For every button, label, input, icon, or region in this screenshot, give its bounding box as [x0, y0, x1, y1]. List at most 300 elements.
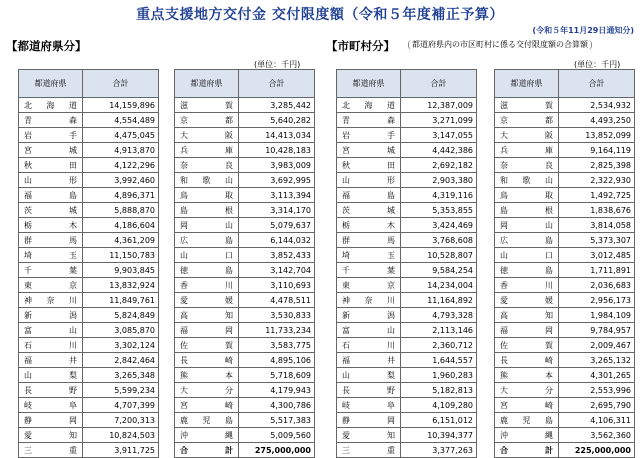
amount-value: 2,825,398: [559, 158, 635, 173]
table-row: [175, 293, 315, 308]
amount-value: 6,144,032: [239, 233, 315, 248]
table-row: [337, 158, 477, 173]
amount-value: 1,711,891: [559, 263, 635, 278]
prefecture-name: 大分: [495, 383, 559, 398]
prefecture-name: 奈良: [175, 158, 239, 173]
amount-value: 4,913,870: [83, 143, 159, 158]
amount-value: 11,150,783: [83, 248, 159, 263]
prefecture-name: 茨城: [337, 203, 401, 218]
table-row: [337, 368, 477, 383]
amount-value: 2,903,380: [401, 173, 477, 188]
prefecture-name: 島根: [495, 203, 559, 218]
prefecture-name: 青森: [19, 113, 83, 128]
table-row: [337, 143, 477, 158]
amount-value: 3,265,348: [83, 368, 159, 383]
col-header-prefecture: 都道府県: [175, 70, 239, 98]
amount-value: 3,012,485: [559, 248, 635, 263]
table-row: [337, 428, 477, 443]
table-row: [495, 308, 635, 323]
amount-value: 4,301,265: [559, 368, 635, 383]
table-row: [495, 158, 635, 173]
prefecture-name: 栃木: [19, 218, 83, 233]
amount-value: 2,360,712: [401, 338, 477, 353]
table-row: [337, 203, 477, 218]
amount-value: 3,265,132: [559, 353, 635, 368]
amount-value: 3,852,433: [239, 248, 315, 263]
amount-value: 4,793,328: [401, 308, 477, 323]
prefecture-name: 兵庫: [495, 143, 559, 158]
prefecture-name: 埼玉: [337, 248, 401, 263]
table-row: [175, 398, 315, 413]
table-row: [175, 128, 315, 143]
prefecture-name: 鳥取: [175, 188, 239, 203]
table-row: [19, 308, 159, 323]
table-row: [175, 308, 315, 323]
table-row: [19, 233, 159, 248]
table-row: [175, 98, 315, 113]
amount-value: 5,824,849: [83, 308, 159, 323]
amount-value: 11,849,761: [83, 293, 159, 308]
amount-value: 2,956,173: [559, 293, 635, 308]
prefecture-name: 愛媛: [495, 293, 559, 308]
amount-value: 3,562,360: [559, 428, 635, 443]
amount-value: 5,353,855: [401, 203, 477, 218]
prefecture-name: 石川: [337, 338, 401, 353]
prefecture-name: 群馬: [19, 233, 83, 248]
amount-value: 4,895,106: [239, 353, 315, 368]
table-row: [495, 233, 635, 248]
table-row: [19, 128, 159, 143]
table-row: [19, 353, 159, 368]
col-header-total: 合計: [83, 70, 159, 98]
date-note: (令和５年11月29日通知分): [532, 26, 634, 35]
prefecture-name: 鹿児島: [175, 413, 239, 428]
prefecture-name: 山梨: [19, 368, 83, 383]
table-row: [19, 443, 159, 458]
amount-value: 3,768,608: [401, 233, 477, 248]
amount-value: 3,314,170: [239, 203, 315, 218]
amount-value: 3,814,058: [559, 218, 635, 233]
table-row: [175, 353, 315, 368]
table-row: [19, 113, 159, 128]
table-row: [337, 443, 477, 458]
prefecture-name: 福岡: [495, 323, 559, 338]
prefecture-name: 福島: [19, 188, 83, 203]
amount-value: 11,164,892: [401, 293, 477, 308]
table-row: [495, 173, 635, 188]
amount-value: 5,373,307: [559, 233, 635, 248]
amount-value: 10,394,377: [401, 428, 477, 443]
prefecture-name: 岐阜: [19, 398, 83, 413]
table-row: [495, 98, 635, 113]
prefecture-name: 島根: [175, 203, 239, 218]
amount-value: 1,960,283: [401, 368, 477, 383]
prefecture-name: 大分: [175, 383, 239, 398]
table-row: [175, 278, 315, 293]
amount-value: 13,852,099: [559, 128, 635, 143]
amount-value: 5,640,282: [239, 113, 315, 128]
amount-value: 2,692,182: [401, 158, 477, 173]
amount-value: 3,285,442: [239, 98, 315, 113]
muni-table-left: [336, 69, 477, 458]
amount-value: 4,475,045: [83, 128, 159, 143]
table-row: [337, 293, 477, 308]
table-row: [495, 413, 635, 428]
amount-value: 5,888,870: [83, 203, 159, 218]
amount-value: 5,718,609: [239, 368, 315, 383]
amount-value: 14,234,004: [401, 278, 477, 293]
table-row: [495, 248, 635, 263]
amount-value: 5,079,637: [239, 218, 315, 233]
table-row: [19, 263, 159, 278]
table-row: [495, 293, 635, 308]
prefecture-name: 神奈川: [19, 293, 83, 308]
amount-value: 14,413,034: [239, 128, 315, 143]
prefecture-name: 群馬: [337, 233, 401, 248]
amount-value: 6,151,012: [401, 413, 477, 428]
amount-value: 1,838,676: [559, 203, 635, 218]
table-row: [495, 263, 635, 278]
table-row: [495, 218, 635, 233]
table-row: [337, 338, 477, 353]
col-header-total: 合計: [401, 70, 477, 98]
amount-value: 3,530,833: [239, 308, 315, 323]
table-row: [337, 413, 477, 428]
amount-value: 2,842,464: [83, 353, 159, 368]
prefecture-name: 徳島: [175, 263, 239, 278]
table-row: [337, 323, 477, 338]
amount-value: 4,896,371: [83, 188, 159, 203]
total-row: [175, 443, 315, 458]
table-row: [19, 218, 159, 233]
prefecture-name: 愛知: [337, 428, 401, 443]
prefecture-name: 宮崎: [495, 398, 559, 413]
pref-section-heading: 【都道府県分】: [6, 39, 87, 53]
table-row: [337, 128, 477, 143]
table-row: [19, 278, 159, 293]
table-row: [337, 98, 477, 113]
prefecture-name: 長崎: [495, 353, 559, 368]
table-row: [175, 338, 315, 353]
prefecture-name: 三重: [19, 443, 83, 458]
prefecture-name: 滋賀: [495, 98, 559, 113]
amount-value: 4,106,311: [559, 413, 635, 428]
amount-value: 4,186,604: [83, 218, 159, 233]
amount-value: 3,113,394: [239, 188, 315, 203]
amount-value: 3,377,263: [401, 443, 477, 458]
table-row: [19, 173, 159, 188]
prefecture-name: 宮崎: [175, 398, 239, 413]
amount-value: 3,992,460: [83, 173, 159, 188]
amount-value: 3,085,870: [83, 323, 159, 338]
prefecture-name: 東京: [19, 278, 83, 293]
table-row: [175, 428, 315, 443]
prefecture-name: 千葉: [19, 263, 83, 278]
prefecture-name: 熊本: [495, 368, 559, 383]
prefecture-name: 岡山: [495, 218, 559, 233]
prefecture-name: 岩手: [337, 128, 401, 143]
amount-value: 4,707,399: [83, 398, 159, 413]
col-header-total: 合計: [559, 70, 635, 98]
amount-value: 4,493,250: [559, 113, 635, 128]
table-row: [19, 293, 159, 308]
amount-value: 4,319,116: [401, 188, 477, 203]
prefecture-name: 栃木: [337, 218, 401, 233]
table-row: [495, 188, 635, 203]
amount-value: 4,109,280: [401, 398, 477, 413]
prefecture-name: 千葉: [337, 263, 401, 278]
table-row: [337, 248, 477, 263]
amount-value: 2,113,146: [401, 323, 477, 338]
prefecture-name: 大阪: [495, 128, 559, 143]
table-row: [175, 248, 315, 263]
table-row: [175, 413, 315, 428]
table-row: [337, 233, 477, 248]
prefecture-name: 合計: [175, 443, 239, 458]
table-row: [19, 413, 159, 428]
prefecture-name: 和歌山: [175, 173, 239, 188]
amount-value: 5,599,234: [83, 383, 159, 398]
amount-value: 13,832,924: [83, 278, 159, 293]
amount-value: 3,302,124: [83, 338, 159, 353]
prefecture-name: 岡山: [175, 218, 239, 233]
amount-value: 2,534,932: [559, 98, 635, 113]
prefecture-name: 富山: [337, 323, 401, 338]
amount-value: 3,271,099: [401, 113, 477, 128]
total-row: [495, 443, 635, 458]
prefecture-name: 富山: [19, 323, 83, 338]
pref-unit-label: (単位：千円): [254, 60, 301, 69]
amount-value: 1,984,109: [559, 308, 635, 323]
prefecture-name: 合計: [495, 443, 559, 458]
page-title: 重点支援地方交付金 交付限度額（令和５年度補正予算）: [136, 7, 504, 23]
prefecture-name: 青森: [337, 113, 401, 128]
prefecture-name: 石川: [19, 338, 83, 353]
table-row: [495, 353, 635, 368]
table-row: [495, 143, 635, 158]
amount-value: 1,644,557: [401, 353, 477, 368]
amount-value: 5,517,383: [239, 413, 315, 428]
amount-value: 4,122,296: [83, 158, 159, 173]
prefecture-name: 山形: [337, 173, 401, 188]
prefecture-name: 福井: [337, 353, 401, 368]
amount-value: 9,164,119: [559, 143, 635, 158]
amount-value: 9,584,254: [401, 263, 477, 278]
amount-value: 7,200,313: [83, 413, 159, 428]
prefecture-name: 山口: [175, 248, 239, 263]
prefecture-name: 佐賀: [495, 338, 559, 353]
prefecture-name: 北海道: [19, 98, 83, 113]
table-row: [337, 263, 477, 278]
table-row: [337, 113, 477, 128]
prefecture-name: 岩手: [19, 128, 83, 143]
amount-value: 3,583,775: [239, 338, 315, 353]
table-row: [175, 143, 315, 158]
amount-value: 10,824,503: [83, 428, 159, 443]
amount-value: 10,428,183: [239, 143, 315, 158]
prefecture-name: 茨城: [19, 203, 83, 218]
amount-value: 4,179,943: [239, 383, 315, 398]
prefecture-name: 宮城: [337, 143, 401, 158]
prefecture-name: 香川: [495, 278, 559, 293]
prefecture-name: 長野: [337, 383, 401, 398]
muni-section-note: 都道府県内の市区町村に係る交付限度額の合算額: [408, 40, 592, 50]
table-row: [19, 338, 159, 353]
muni-table-right: [494, 69, 635, 458]
table-row: [19, 143, 159, 158]
muni-section-heading: 【市町村分】: [326, 39, 395, 53]
table-row: [495, 428, 635, 443]
prefecture-name: 京都: [175, 113, 239, 128]
amount-value: 4,478,511: [239, 293, 315, 308]
prefecture-name: 沖縄: [495, 428, 559, 443]
amount-value: 2,695,790: [559, 398, 635, 413]
table-row: [19, 158, 159, 173]
col-header-total: 合計: [239, 70, 315, 98]
col-header-prefecture: 都道府県: [19, 70, 83, 98]
table-row: [175, 263, 315, 278]
table-row: [495, 278, 635, 293]
prefecture-name: 広島: [175, 233, 239, 248]
table-row: [495, 338, 635, 353]
amount-value: 4,554,489: [83, 113, 159, 128]
col-header-prefecture: 都道府県: [495, 70, 559, 98]
table-row: [495, 128, 635, 143]
prefecture-name: 東京: [337, 278, 401, 293]
col-header-prefecture: 都道府県: [337, 70, 401, 98]
amount-value: 11,733,234: [239, 323, 315, 338]
table-row: [175, 218, 315, 233]
prefecture-name: 秋田: [19, 158, 83, 173]
table-row: [495, 323, 635, 338]
amount-value: 4,300,786: [239, 398, 315, 413]
table-row: [175, 368, 315, 383]
table-row: [495, 203, 635, 218]
table-row: [495, 398, 635, 413]
prefecture-name: 福島: [337, 188, 401, 203]
prefecture-name: 山形: [19, 173, 83, 188]
table-row: [495, 113, 635, 128]
amount-value: 275,000,000: [239, 443, 315, 458]
amount-value: 3,911,725: [83, 443, 159, 458]
prefecture-name: 北海道: [337, 98, 401, 113]
prefecture-name: 福井: [19, 353, 83, 368]
table-row: [337, 278, 477, 293]
table-row: [337, 308, 477, 323]
prefecture-name: 福岡: [175, 323, 239, 338]
table-row: [337, 383, 477, 398]
prefecture-name: 宮城: [19, 143, 83, 158]
amount-value: 2,553,996: [559, 383, 635, 398]
prefecture-name: 埼玉: [19, 248, 83, 263]
amount-value: 2,322,930: [559, 173, 635, 188]
table-row: [337, 218, 477, 233]
prefecture-name: 新潟: [337, 308, 401, 323]
table-row: [175, 113, 315, 128]
table-row: [175, 158, 315, 173]
amount-value: 3,147,055: [401, 128, 477, 143]
prefecture-name: 鳥取: [495, 188, 559, 203]
muni-unit-label: (単位：千円): [574, 60, 621, 69]
table-row: [175, 203, 315, 218]
table-row: [337, 188, 477, 203]
prefecture-name: 静岡: [337, 413, 401, 428]
prefecture-name: 兵庫: [175, 143, 239, 158]
prefecture-name: 熊本: [175, 368, 239, 383]
prefecture-name: 愛媛: [175, 293, 239, 308]
prefecture-name: 滋賀: [175, 98, 239, 113]
amount-value: 1,492,725: [559, 188, 635, 203]
amount-value: 4,442,386: [401, 143, 477, 158]
pref-table-right: [174, 69, 315, 458]
prefecture-name: 鹿児島: [495, 413, 559, 428]
table-row: [337, 353, 477, 368]
prefecture-name: 香川: [175, 278, 239, 293]
prefecture-name: 三重: [337, 443, 401, 458]
amount-value: 2,009,467: [559, 338, 635, 353]
table-row: [19, 203, 159, 218]
prefecture-name: 愛知: [19, 428, 83, 443]
prefecture-name: 高知: [495, 308, 559, 323]
table-row: [337, 398, 477, 413]
amount-value: 5,009,560: [239, 428, 315, 443]
prefecture-name: 岐阜: [337, 398, 401, 413]
table-row: [175, 233, 315, 248]
table-row: [495, 368, 635, 383]
table-row: [337, 173, 477, 188]
amount-value: 10,528,807: [401, 248, 477, 263]
prefecture-name: 山梨: [337, 368, 401, 383]
amount-value: 3,424,469: [401, 218, 477, 233]
pref-table-left: [18, 69, 159, 458]
prefecture-name: 秋田: [337, 158, 401, 173]
amount-value: 9,784,957: [559, 323, 635, 338]
amount-value: 9,903,845: [83, 263, 159, 278]
prefecture-name: 佐賀: [175, 338, 239, 353]
prefecture-name: 大阪: [175, 128, 239, 143]
prefecture-name: 高知: [175, 308, 239, 323]
table-row: [175, 188, 315, 203]
prefecture-name: 徳島: [495, 263, 559, 278]
table-row: [19, 98, 159, 113]
prefecture-name: 長野: [19, 383, 83, 398]
table-row: [495, 383, 635, 398]
amount-value: 3,110,693: [239, 278, 315, 293]
amount-value: 5,182,813: [401, 383, 477, 398]
prefecture-name: 神奈川: [337, 293, 401, 308]
table-row: [19, 248, 159, 263]
prefecture-name: 和歌山: [495, 173, 559, 188]
prefecture-name: 沖縄: [175, 428, 239, 443]
amount-value: 12,387,009: [401, 98, 477, 113]
table-row: [19, 428, 159, 443]
prefecture-name: 京都: [495, 113, 559, 128]
amount-value: 3,692,995: [239, 173, 315, 188]
prefecture-name: 長崎: [175, 353, 239, 368]
prefecture-name: 広島: [495, 233, 559, 248]
table-row: [19, 398, 159, 413]
prefecture-name: 奈良: [495, 158, 559, 173]
amount-value: 2,036,683: [559, 278, 635, 293]
amount-value: 14,159,896: [83, 98, 159, 113]
table-row: [19, 188, 159, 203]
amount-value: 3,142,704: [239, 263, 315, 278]
prefecture-name: 静岡: [19, 413, 83, 428]
prefecture-name: 山口: [495, 248, 559, 263]
amount-value: 225,000,000: [559, 443, 635, 458]
amount-value: 3,983,009: [239, 158, 315, 173]
table-row: [19, 383, 159, 398]
